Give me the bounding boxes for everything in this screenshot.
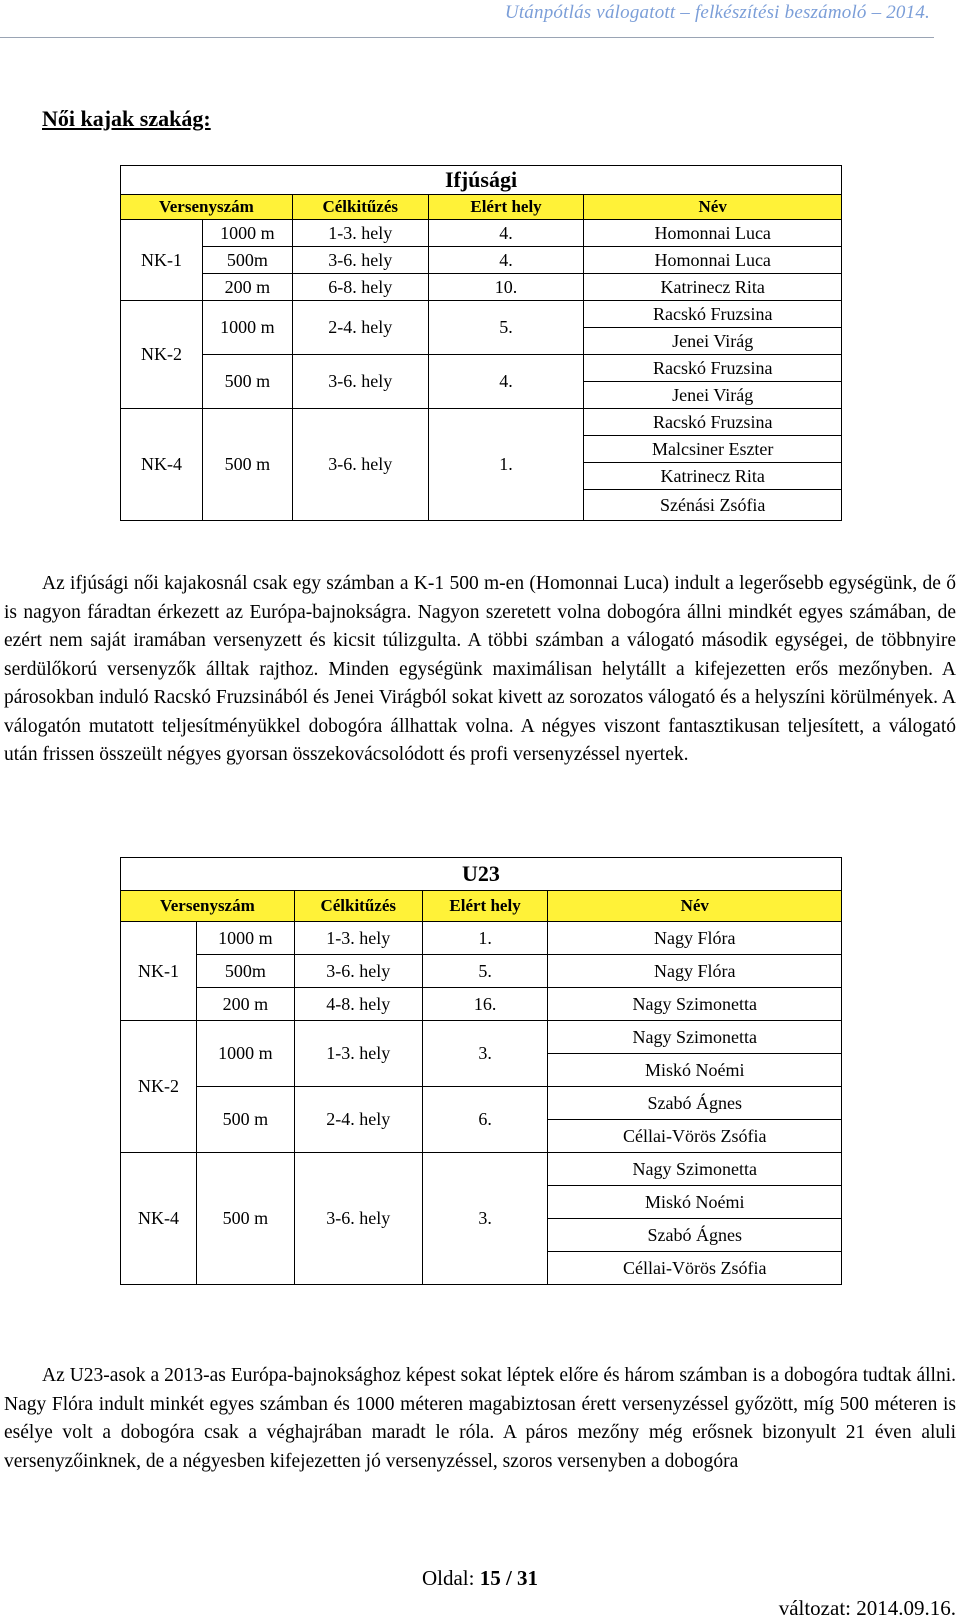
youth-title-row	[121, 166, 842, 195]
event-goal: 3-6. hely	[292, 247, 428, 274]
table-row	[121, 409, 842, 436]
youth-commentary-text: Az ifjúsági női kajakosnál csak egy számban a K-1 500 m-en (Homonnai Luca) indult a legerősebb egységünk, de ő is nagyon fáradtan érkezett az Európa-bajnokságra. Nagyon szeretett volna dobogóra állni mindkét egyes számában, de ezért nem saját iramában versenyzett és kicsit túlizgulta. A többi számban a válogató második egységei, de többnyire serdülőkorú versenyzők álltak rajthoz. Minden egységünk maximálisan helytállt a kifejezetten erős mezőnyben. A párosokban induló Racskó Fruzsinából és Jenei Virágból sokat kivett az sorozatos válogató és a helyszíni körülmények. A válogatón mutatott teljesítményükkel dobogóra állhattak volna. A négyes viszont fantasztikusan teljesített, a válogató után frissen összeült négyes gyorsan összekovácsolódott és profi versenyzéssel nyertek.	[4, 573, 956, 765]
event-distance: 500 m	[196, 1087, 294, 1153]
athlete-name: Szénási Zsófia	[584, 490, 842, 521]
table-row	[121, 1087, 842, 1120]
document-version: változat: 2014.09.16.	[778, 1596, 956, 1620]
athlete-name: Nagy Flóra	[548, 922, 842, 955]
athlete-name: Racskó Fruzsina	[584, 301, 842, 328]
event-place: 10.	[428, 274, 584, 301]
boat-class-label: NK-1	[121, 220, 203, 301]
u23-title-row	[121, 858, 842, 891]
u23-commentary-text: Az U23-asok a 2013-as Európa-bajnoksághoz képest sokat léptek előre és három számban is a dobogóra tudtak állni. Nagy Flóra indult minkét egyes számban és 1000 méteren magabiztosan érett versenyzéssel győzött, míg 500 méteren is esélye volt a dobogóra csak a véghajrában maradt le róla. A páros mezőny még erősnek bizonyult 21 éven aluli versenyzőinknek, de a négyesben kifejezetten jó versenyzéssel, szoros versenyben a dobogóra	[4, 1365, 956, 1472]
event-place: 4.	[428, 355, 584, 409]
event-goal: 3-6. hely	[292, 409, 428, 521]
event-place: 16.	[422, 988, 548, 1021]
event-distance: 500 m	[196, 1153, 294, 1285]
u23-table-title: U23	[121, 858, 842, 891]
u23-commentary	[4, 1362, 956, 1476]
header-divider	[0, 37, 934, 38]
event-goal: 2-4. hely	[292, 301, 428, 355]
page-label: Oldal:	[421, 1566, 475, 1590]
event-distance: 1000 m	[196, 922, 294, 955]
youth-results-table	[120, 165, 842, 521]
running-header: Utánpótlás válogatott – felkészítési beszámoló – 2014.	[504, 2, 930, 23]
athlete-name: Szabó Ágnes	[548, 1219, 842, 1252]
athlete-name: Racskó Fruzsina	[584, 409, 842, 436]
col-header-name: Név	[548, 891, 842, 922]
boat-class-label: NK-2	[121, 1021, 197, 1153]
athlete-name: Katrinecz Rita	[584, 274, 842, 301]
event-place: 5.	[422, 955, 548, 988]
boat-class-label: NK-4	[121, 1153, 197, 1285]
u23-header-row	[121, 891, 842, 922]
section-title: Női kajak szakág:	[42, 106, 211, 131]
event-distance: 500 m	[202, 355, 292, 409]
athlete-name: Katrinecz Rita	[584, 463, 842, 490]
page-total: 31	[517, 1566, 539, 1590]
event-goal: 3-6. hely	[294, 955, 422, 988]
athlete-name: Nagy Szimonetta	[548, 1021, 842, 1054]
event-distance: 1000 m	[202, 301, 292, 355]
event-goal: 3-6. hely	[294, 1153, 422, 1285]
event-goal: 2-4. hely	[294, 1087, 422, 1153]
u23-results-table	[120, 857, 842, 1285]
col-header-event: Versenyszám	[121, 195, 293, 220]
table-row	[121, 922, 842, 955]
event-distance: 500m	[196, 955, 294, 988]
event-place: 6.	[422, 1087, 548, 1153]
event-goal: 4-8. hely	[294, 988, 422, 1021]
col-header-name: Név	[584, 195, 842, 220]
col-header-event: Versenyszám	[121, 891, 295, 922]
event-place: 1.	[422, 922, 548, 955]
col-header-goal: Célkitűzés	[292, 195, 428, 220]
event-distance: 1000 m	[196, 1021, 294, 1087]
table-row	[121, 301, 842, 328]
table-row	[121, 1021, 842, 1054]
youth-table-title: Ifjúsági	[121, 166, 842, 195]
athlete-name: Homonnai Luca	[584, 220, 842, 247]
athlete-name: Szabó Ágnes	[548, 1087, 842, 1120]
event-place: 4.	[428, 247, 584, 274]
athlete-name: Malcsiner Eszter	[584, 436, 842, 463]
athlete-name: Racskó Fruzsina	[584, 355, 842, 382]
event-goal: 1-3. hely	[294, 922, 422, 955]
youth-header-row	[121, 195, 842, 220]
event-goal: 1-3. hely	[294, 1021, 422, 1087]
boat-class-label: NK-1	[121, 922, 197, 1021]
youth-commentary	[4, 570, 956, 770]
athlete-name: Jenei Virág	[584, 328, 842, 355]
event-place: 4.	[428, 220, 584, 247]
table-row	[121, 355, 842, 382]
athlete-name: Miskó Noémi	[548, 1054, 842, 1087]
event-distance: 200 m	[196, 988, 294, 1021]
event-place: 3.	[422, 1021, 548, 1087]
col-header-place: Elért hely	[422, 891, 548, 922]
page-current: 15	[479, 1566, 501, 1590]
table-row	[121, 220, 842, 247]
table-row	[121, 955, 842, 988]
event-goal: 3-6. hely	[292, 355, 428, 409]
col-header-place: Elért hely	[428, 195, 584, 220]
athlete-name: Céllai-Vörös Zsófia	[548, 1120, 842, 1153]
event-distance: 200 m	[202, 274, 292, 301]
event-place: 3.	[422, 1153, 548, 1285]
athlete-name: Miskó Noémi	[548, 1186, 842, 1219]
boat-class-label: NK-4	[121, 409, 203, 521]
event-place: 5.	[428, 301, 584, 355]
athlete-name: Nagy Szimonetta	[548, 988, 842, 1021]
athlete-name: Jenei Virág	[584, 382, 842, 409]
table-row	[121, 274, 842, 301]
page-number	[0, 1566, 960, 1591]
table-row	[121, 1153, 842, 1186]
athlete-name: Homonnai Luca	[584, 247, 842, 274]
page-separator: /	[505, 1566, 512, 1590]
table-row	[121, 247, 842, 274]
event-distance: 500m	[202, 247, 292, 274]
boat-class-label: NK-2	[121, 301, 203, 409]
event-goal: 1-3. hely	[292, 220, 428, 247]
event-goal: 6-8. hely	[292, 274, 428, 301]
event-distance: 1000 m	[202, 220, 292, 247]
event-place: 1.	[428, 409, 584, 521]
athlete-name: Céllai-Vörös Zsófia	[548, 1252, 842, 1285]
col-header-goal: Célkitűzés	[294, 891, 422, 922]
event-distance: 500 m	[202, 409, 292, 521]
athlete-name: Nagy Flóra	[548, 955, 842, 988]
athlete-name: Nagy Szimonetta	[548, 1153, 842, 1186]
table-row	[121, 988, 842, 1021]
